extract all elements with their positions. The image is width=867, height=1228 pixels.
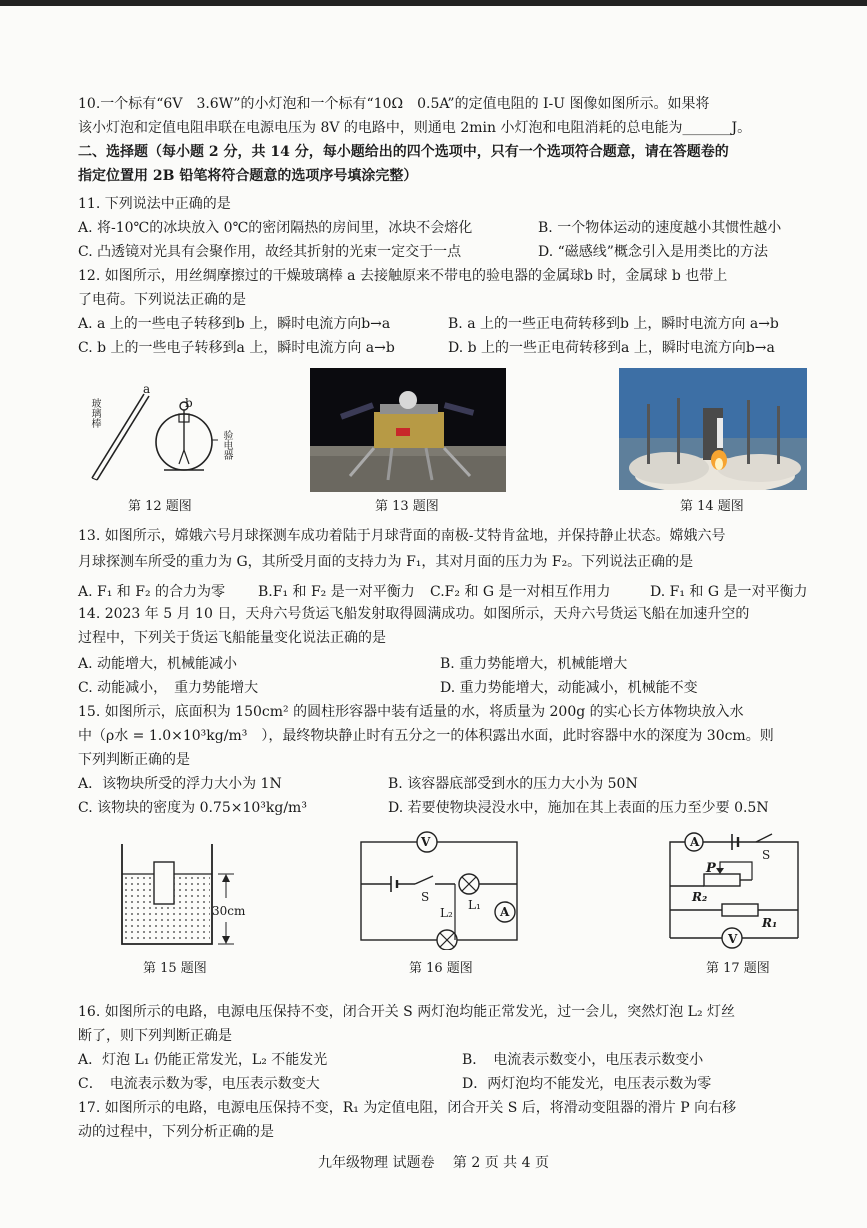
q11-option-b: B. 一个物体运动的速度越小其惯性越小	[538, 220, 782, 236]
q11-option-c: C. 凸透镜对光具有会聚作用，故经其折射的光束一定交于一点	[78, 244, 462, 260]
q12-option-c: C. b 上的一些电子转移到a 上，瞬时电流方向 a→b	[78, 340, 395, 356]
q13-option-a: A. F₁ 和 F₂ 的合力为零	[78, 584, 226, 600]
q15-line2: 中（ρ水 = 1.0×10³kg/m³ ），最终物块静止时有五分之一的体积露出水面，此时容器中水的深度为 30cm。则	[78, 728, 774, 744]
section2-heading-line2: 指定位置用 2B 铅笔将符合题意的选项序号填涂完整）	[78, 168, 418, 184]
fig12-caption: 第 12 题图	[128, 499, 192, 514]
q12-option-d: D. b 上的一些正电荷转移到a 上，瞬时电流方向b→a	[448, 340, 775, 356]
page-footer: 九年级物理 试题卷 第 2 页 共 4 页	[318, 1155, 549, 1171]
q15-option-d: D. 若要使物块浸没水中，施加在其上表面的压力至少要 0.5N	[388, 800, 769, 816]
q16-line2: 断了，则下列判断正确是	[78, 1028, 232, 1044]
q15-line1: 15. 如图所示，底面积为 150cm² 的圆柱形容器中装有适量的水，将质量为 200g 的实心长方体物块放入水	[78, 704, 744, 720]
q13-option-d: D. F₁ 和 G 是一对平衡力	[650, 584, 808, 600]
fig14-rocket-launch-photo	[619, 368, 807, 490]
q13-line2: 月球探测车所受的重力为 G，其所受月面的支持力为 F₁，其对月面的压力为 F₂。下列说法正确的是	[78, 554, 694, 570]
q14-option-d: D. 重力势能增大，动能减小，机械能不变	[440, 680, 698, 696]
q15-option-c: C. 该物块的密度为 0.75×10³kg/m³	[78, 800, 307, 816]
q13-option-c: C.F₂ 和 G 是一对相互作用力	[430, 584, 611, 600]
fig13-caption: 第 13 题图	[375, 499, 439, 514]
fig13-lunar-lander-photo	[310, 368, 506, 492]
fig15-caption: 第 15 题图	[143, 961, 207, 976]
fig12-electroscope-diagram	[84, 378, 234, 490]
fig16-caption: 第 16 题图	[409, 961, 473, 976]
top-border	[0, 0, 867, 6]
fig16-voltmeter-label: V	[421, 835, 431, 849]
q17-line2: 动的过程中，下列分析正确的是	[78, 1124, 274, 1140]
fig17-r2-label: R₂	[692, 890, 708, 904]
fig16-l1-label: L₁	[468, 898, 481, 912]
q11-option-d: D. “磁感线”概念引入是用类比的方法	[538, 244, 768, 260]
section2-heading-line1: 二、选择题（每小题 2 分，共 14 分，每小题给出的四个选项中，只有一个选项符合题意，请在答题卷的	[78, 144, 729, 160]
q16-line1: 16. 如图所示的电路，电源电压保持不变，闭合开关 S 两灯泡均能正常发光，过一会儿，突然灯泡 L₂ 灯丝	[78, 1004, 736, 1020]
q15-option-b: B. 该容器底部受到水的压力大小为 50N	[388, 776, 638, 792]
fig17-voltmeter-label: V	[728, 932, 738, 946]
q13-option-b: B.F₁ 和 F₂ 是一对平衡力	[258, 584, 415, 600]
q11-stem: 11. 下列说法中正确的是	[78, 196, 231, 212]
fig17-caption: 第 17 题图	[706, 961, 770, 976]
fig16-switch-label: S	[421, 890, 430, 904]
q14-line1: 14. 2023 年 5 月 10 日，天舟六号货运飞船发射取得圆满成功。如图所示，天舟六号货运飞船在加速升空的	[78, 606, 750, 622]
q14-option-b: B. 重力势能增大，机械能增大	[440, 656, 628, 672]
fig12-label-a: a	[143, 382, 151, 396]
q14-option-c: C. 动能减小， 重力势能增大	[78, 680, 259, 696]
fig15-depth-label: 30cm	[212, 904, 246, 918]
q14-option-a: A. 动能增大，机械能减小	[78, 656, 238, 672]
fig12-label-device: 验电器	[221, 430, 232, 460]
q15-option-a: A．该物块所受的浮力大小为 1N	[78, 776, 282, 792]
fig14-caption: 第 14 题图	[680, 499, 744, 514]
q11-option-a: A. 将-10℃的冰块放入 0℃的密闭隔热的房间里，冰块不会熔化	[78, 220, 473, 236]
q15-line3: 下列判断正确的是	[78, 752, 190, 768]
q16-option-b: B． 电流表示数变小，电压表示数变小	[462, 1052, 704, 1068]
q17-line1: 17. 如图所示的电路，电源电压保持不变，R₁ 为定值电阻，闭合开关 S 后，将滑动变阻器的滑片 P 向右移	[78, 1100, 737, 1116]
q10-line1: 10.一个标有“6V 3.6W”的小灯泡和一个标有“10Ω 0.5A”的定值电阻的 I-U 图像如图所示。如果将	[78, 96, 710, 112]
fig16-ammeter-label: A	[500, 905, 510, 919]
fig12-label-b: b	[185, 396, 193, 410]
q16-option-d: D．两灯泡均不能发光，电压表示数为零	[462, 1076, 712, 1092]
q14-line2: 过程中，下列关于货运飞船能量变化说法正确的是	[78, 630, 386, 646]
q16-option-a: A．灯泡 L₁ 仍能正常发光，L₂ 不能发光	[78, 1052, 328, 1068]
fig17-r1-label: R₁	[762, 916, 778, 930]
q12-line1: 12. 如图所示，用丝绸摩擦过的干燥玻璃棒 a 去接触原来不带电的验电器的金属球b 时，金属球 b 也带上	[78, 268, 728, 284]
fig17-switch-label: S	[762, 848, 771, 862]
q10-line2: 该小灯泡和定值电阻串联在电源电压为 8V 的电路中，则通电 2min 小灯泡和电阻消耗的总电能为_______J。	[78, 120, 752, 136]
fig12-label-rod: 玻璃棒	[89, 398, 100, 428]
q12-line2: 了电荷。下列说法正确的是	[78, 292, 246, 308]
q12-option-a: A. a 上的一些电子转移到b 上，瞬时电流方向b→a	[78, 316, 391, 332]
q12-option-b: B. a 上的一些正电荷转移到b 上，瞬时电流方向 a→b	[448, 316, 779, 332]
fig16-l2-label: L₂	[440, 906, 453, 920]
fig17-slider-label: P	[706, 861, 716, 876]
q16-option-c: C． 电流表示数为零，电压表示数变大	[78, 1076, 320, 1092]
q13-line1: 13. 如图所示，嫦娥六号月球探测车成功着陆于月球背面的南极-艾特肯盆地，并保持静止状态。嫦娥六号	[78, 528, 726, 544]
fig15-container-diagram	[112, 840, 262, 950]
fig17-ammeter-label: A	[690, 835, 700, 849]
fig16-circuit-diagram	[355, 826, 525, 950]
